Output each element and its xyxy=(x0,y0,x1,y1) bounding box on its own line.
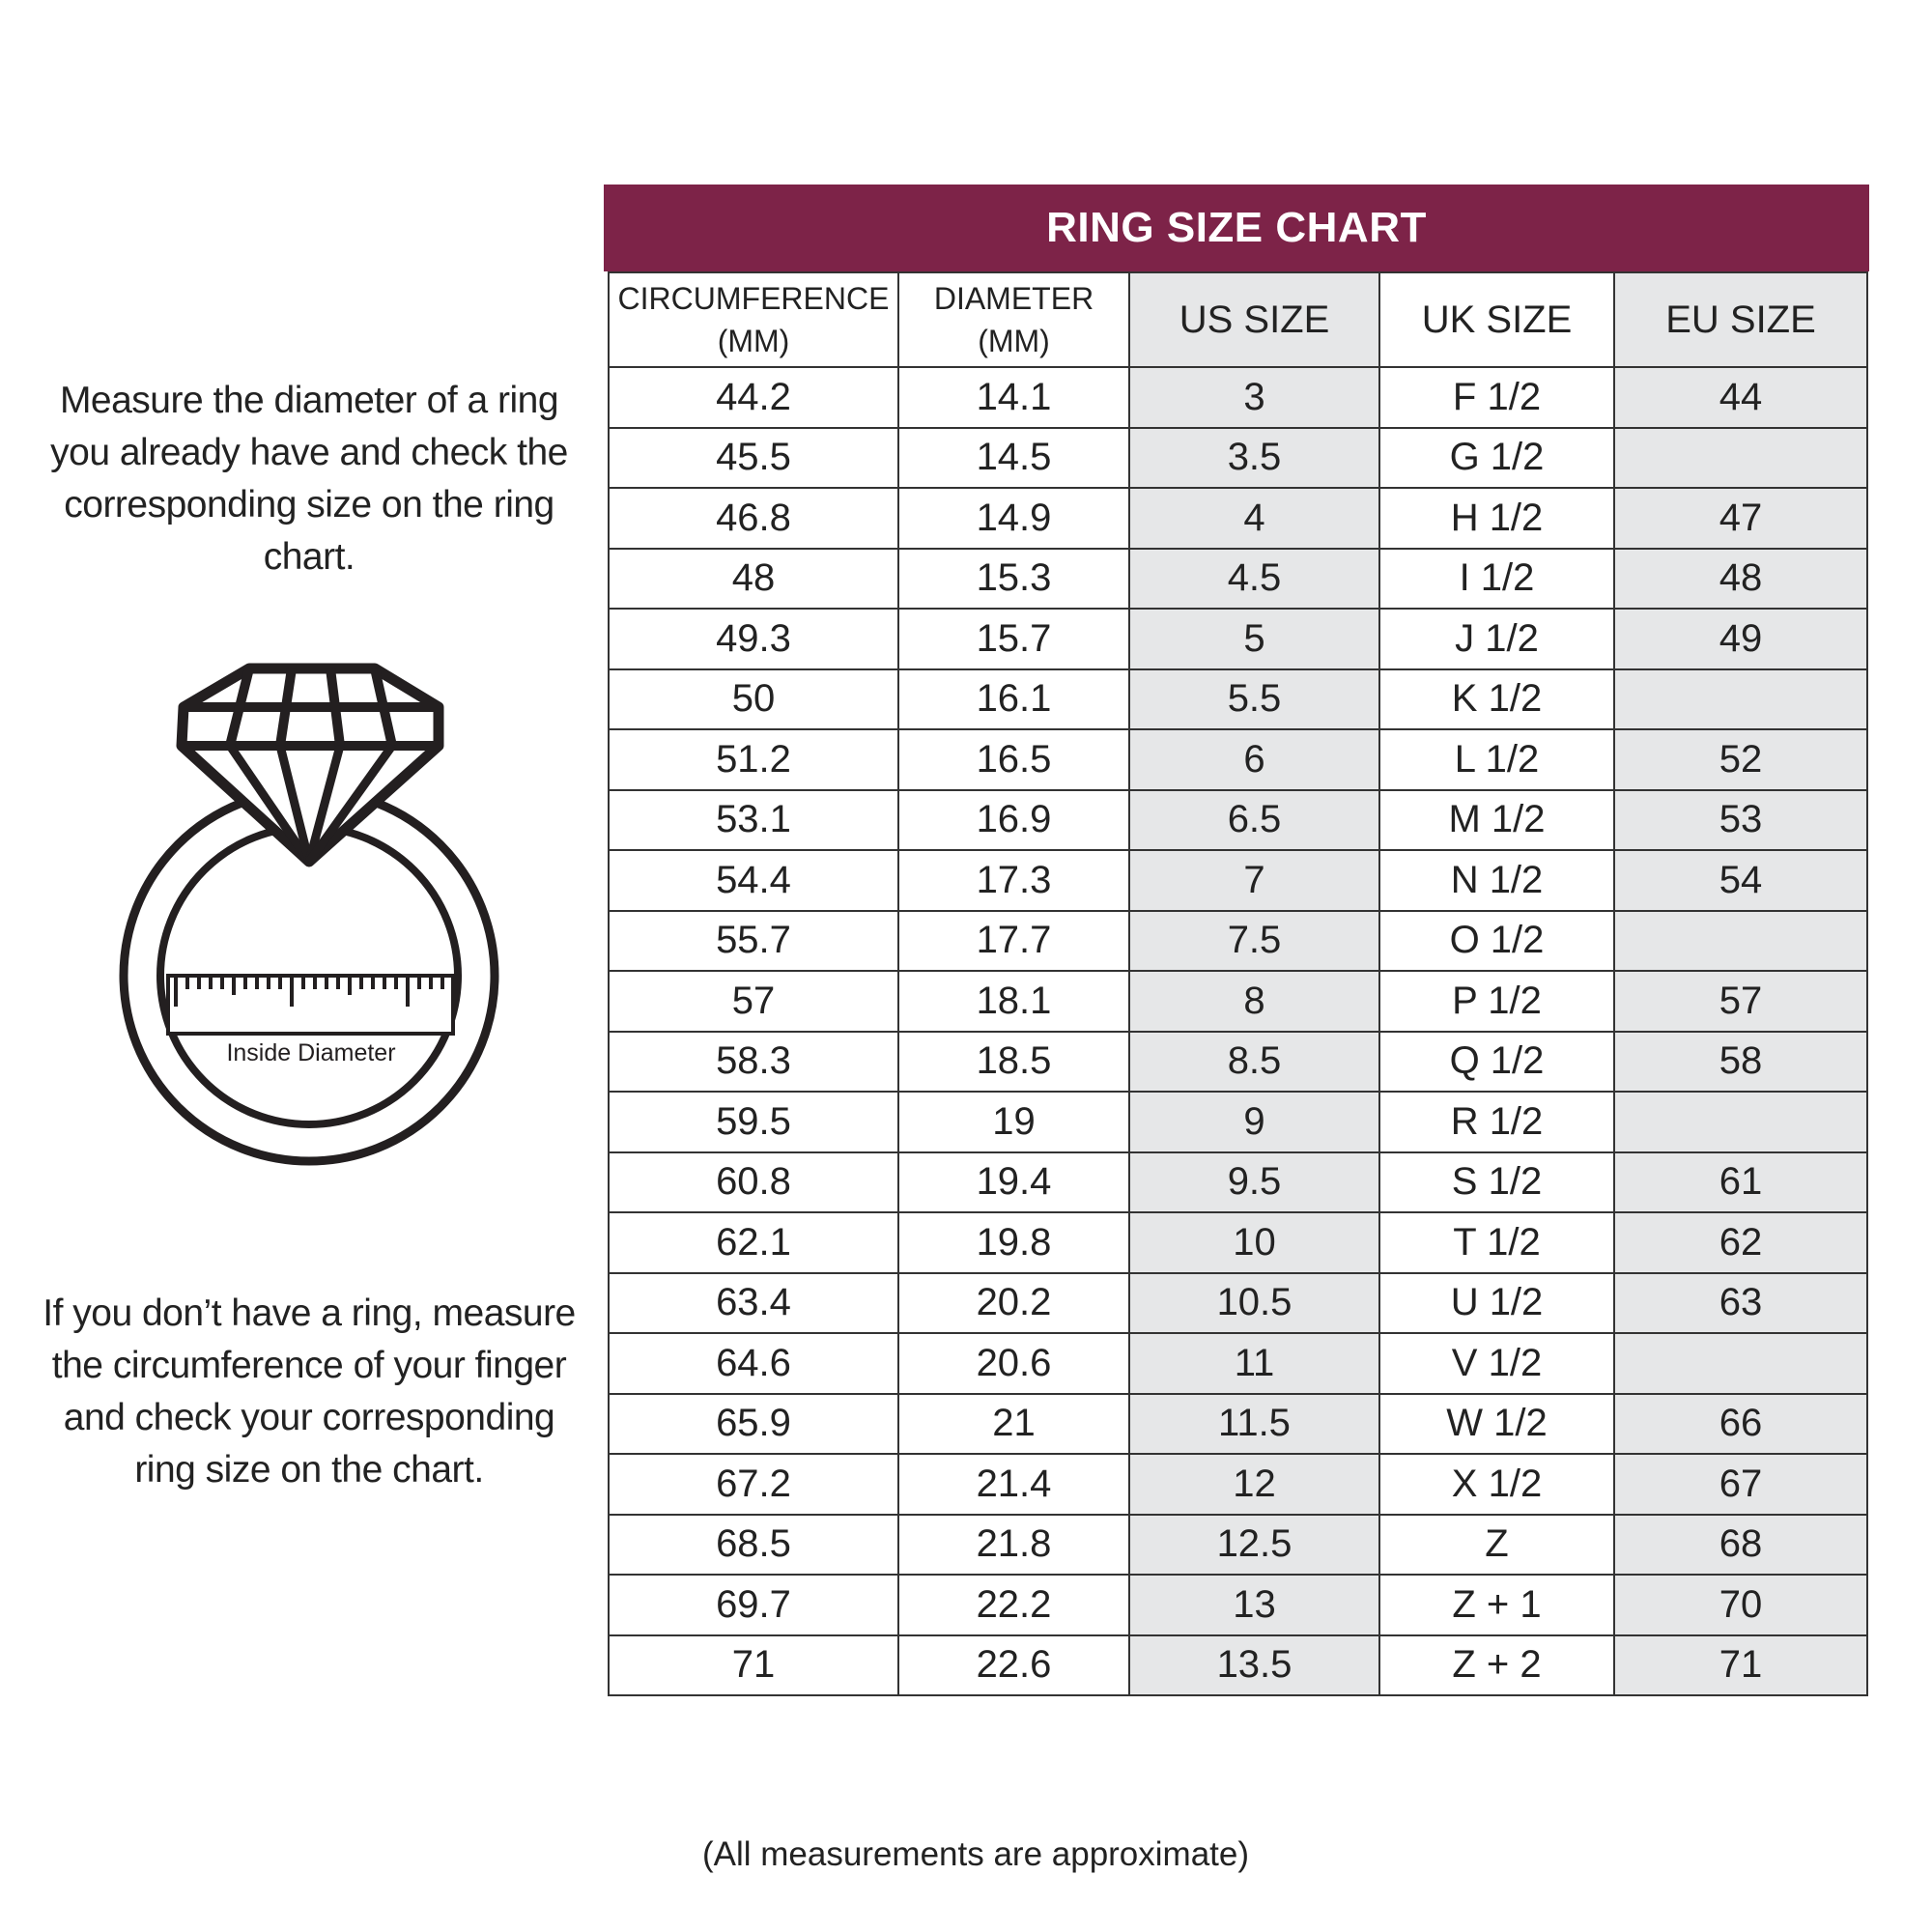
footnote: (All measurements are approximate) xyxy=(701,1835,1250,1873)
diameter-cell: 16.9 xyxy=(898,790,1129,851)
us-size-cell: 12.5 xyxy=(1129,1515,1379,1576)
column-header: DIAMETER (MM) xyxy=(898,272,1129,367)
eu-size-cell: 57 xyxy=(1614,971,1867,1032)
table-row xyxy=(609,971,1867,1032)
table-row xyxy=(609,1032,1867,1093)
diameter-cell: 15.7 xyxy=(898,609,1129,669)
us-size-cell: 7 xyxy=(1129,850,1379,911)
uk-size-cell: H 1/2 xyxy=(1379,488,1614,549)
uk-size-cell: Z + 1 xyxy=(1379,1575,1614,1635)
us-size-cell: 3 xyxy=(1129,367,1379,428)
uk-size-cell: M 1/2 xyxy=(1379,790,1614,851)
diameter-cell: 21.4 xyxy=(898,1454,1129,1515)
table-row xyxy=(609,1454,1867,1515)
diameter-cell: 22.6 xyxy=(898,1635,1129,1696)
diameter-cell: 16.5 xyxy=(898,729,1129,790)
table-row xyxy=(609,850,1867,911)
uk-size-cell: Q 1/2 xyxy=(1379,1032,1614,1093)
us-size-cell: 5 xyxy=(1129,609,1379,669)
table-row xyxy=(609,669,1867,730)
us-size-cell: 9.5 xyxy=(1129,1152,1379,1213)
table-row xyxy=(609,911,1867,972)
ring-size-table xyxy=(608,271,1868,1696)
table-row xyxy=(609,790,1867,851)
us-size-cell: 6.5 xyxy=(1129,790,1379,851)
us-size-cell: 5.5 xyxy=(1129,669,1379,730)
eu-size-cell xyxy=(1614,1092,1867,1152)
us-size-cell: 4.5 xyxy=(1129,549,1379,610)
eu-size-cell: 44 xyxy=(1614,367,1867,428)
circumference-cell: 49.3 xyxy=(609,609,898,669)
eu-size-cell xyxy=(1614,911,1867,972)
diamond-ring-icon xyxy=(106,657,522,1198)
us-size-cell: 8 xyxy=(1129,971,1379,1032)
table-row xyxy=(609,488,1867,549)
diameter-cell: 20.2 xyxy=(898,1273,1129,1334)
uk-size-cell: G 1/2 xyxy=(1379,428,1614,489)
table-row xyxy=(609,367,1867,428)
eu-size-cell: 58 xyxy=(1614,1032,1867,1093)
measure-finger-instructions: If you don’t have a ring, measure the circumference of your finger and check your corresponding ring size on the chart. xyxy=(43,1293,576,1491)
circumference-cell: 57 xyxy=(609,971,898,1032)
us-size-cell: 6 xyxy=(1129,729,1379,790)
column-header: EU SIZE xyxy=(1614,272,1867,367)
diameter-cell: 19 xyxy=(898,1092,1129,1152)
circumference-cell: 65.9 xyxy=(609,1394,898,1455)
eu-size-cell: 52 xyxy=(1614,729,1867,790)
diameter-cell: 20.6 xyxy=(898,1333,1129,1394)
column-header: US SIZE xyxy=(1129,272,1379,367)
table-row xyxy=(609,549,1867,610)
eu-size-cell: 71 xyxy=(1614,1635,1867,1696)
eu-size-cell: 70 xyxy=(1614,1575,1867,1635)
table-row xyxy=(609,1575,1867,1635)
eu-size-cell xyxy=(1614,1333,1867,1394)
circumference-cell: 60.8 xyxy=(609,1152,898,1213)
uk-size-cell: Z xyxy=(1379,1515,1614,1576)
uk-size-cell: R 1/2 xyxy=(1379,1092,1614,1152)
table-row xyxy=(609,609,1867,669)
diameter-cell: 15.3 xyxy=(898,549,1129,610)
table-row xyxy=(609,1092,1867,1152)
us-size-cell: 4 xyxy=(1129,488,1379,549)
circumference-cell: 53.1 xyxy=(609,790,898,851)
diameter-cell: 19.4 xyxy=(898,1152,1129,1213)
table-body xyxy=(609,367,1867,1695)
diameter-cell: 19.8 xyxy=(898,1212,1129,1273)
circumference-cell: 54.4 xyxy=(609,850,898,911)
column-header: CIRCUMFERENCE (MM) xyxy=(609,272,898,367)
diameter-cell: 17.3 xyxy=(898,850,1129,911)
circumference-cell: 55.7 xyxy=(609,911,898,972)
table-row xyxy=(609,1212,1867,1273)
table-row xyxy=(609,1394,1867,1455)
diameter-cell: 21.8 xyxy=(898,1515,1129,1576)
us-size-cell: 10 xyxy=(1129,1212,1379,1273)
uk-size-cell: I 1/2 xyxy=(1379,549,1614,610)
us-size-cell: 7.5 xyxy=(1129,911,1379,972)
uk-size-cell: P 1/2 xyxy=(1379,971,1614,1032)
uk-size-cell: S 1/2 xyxy=(1379,1152,1614,1213)
diameter-cell: 16.1 xyxy=(898,669,1129,730)
diameter-cell: 14.1 xyxy=(898,367,1129,428)
eu-size-cell: 68 xyxy=(1614,1515,1867,1576)
table-row xyxy=(609,1273,1867,1334)
eu-size-cell: 54 xyxy=(1614,850,1867,911)
measure-ring-instructions: Measure the diameter of a ring you already have and check the corresponding size on the ring chart. xyxy=(50,380,568,578)
us-size-cell: 12 xyxy=(1129,1454,1379,1515)
us-size-cell: 10.5 xyxy=(1129,1273,1379,1334)
eu-size-cell: 66 xyxy=(1614,1394,1867,1455)
us-size-cell: 11 xyxy=(1129,1333,1379,1394)
table-row xyxy=(609,729,1867,790)
circumference-cell: 59.5 xyxy=(609,1092,898,1152)
diameter-cell: 14.9 xyxy=(898,488,1129,549)
circumference-cell: 67.2 xyxy=(609,1454,898,1515)
eu-size-cell: 63 xyxy=(1614,1273,1867,1334)
eu-size-cell xyxy=(1614,428,1867,489)
us-size-cell: 9 xyxy=(1129,1092,1379,1152)
column-header: UK SIZE xyxy=(1379,272,1614,367)
uk-size-cell: J 1/2 xyxy=(1379,609,1614,669)
eu-size-cell: 53 xyxy=(1614,790,1867,851)
uk-size-cell: N 1/2 xyxy=(1379,850,1614,911)
circumference-cell: 68.5 xyxy=(609,1515,898,1576)
circumference-cell: 45.5 xyxy=(609,428,898,489)
us-size-cell: 13.5 xyxy=(1129,1635,1379,1696)
uk-size-cell: T 1/2 xyxy=(1379,1212,1614,1273)
eu-size-cell: 67 xyxy=(1614,1454,1867,1515)
us-size-cell: 13 xyxy=(1129,1575,1379,1635)
us-size-cell: 8.5 xyxy=(1129,1032,1379,1093)
circumference-cell: 51.2 xyxy=(609,729,898,790)
circumference-cell: 71 xyxy=(609,1635,898,1696)
us-size-cell: 11.5 xyxy=(1129,1394,1379,1455)
eu-size-cell: 49 xyxy=(1614,609,1867,669)
circumference-cell: 46.8 xyxy=(609,488,898,549)
uk-size-cell: U 1/2 xyxy=(1379,1273,1614,1334)
eu-size-cell: 62 xyxy=(1614,1212,1867,1273)
eu-size-cell: 61 xyxy=(1614,1152,1867,1213)
uk-size-cell: L 1/2 xyxy=(1379,729,1614,790)
diameter-cell: 22.2 xyxy=(898,1575,1129,1635)
circumference-cell: 62.1 xyxy=(609,1212,898,1273)
uk-size-cell: X 1/2 xyxy=(1379,1454,1614,1515)
inside-diameter-label: Inside Diameter xyxy=(226,1039,396,1066)
circumference-cell: 50 xyxy=(609,669,898,730)
table-header-row xyxy=(609,272,1867,367)
table-row xyxy=(609,1635,1867,1696)
uk-size-cell: Z + 2 xyxy=(1379,1635,1614,1696)
uk-size-cell: O 1/2 xyxy=(1379,911,1614,972)
us-size-cell: 3.5 xyxy=(1129,428,1379,489)
uk-size-cell: K 1/2 xyxy=(1379,669,1614,730)
circumference-cell: 58.3 xyxy=(609,1032,898,1093)
circumference-cell: 64.6 xyxy=(609,1333,898,1394)
diameter-cell: 18.5 xyxy=(898,1032,1129,1093)
table-row xyxy=(609,1152,1867,1213)
diameter-cell: 21 xyxy=(898,1394,1129,1455)
uk-size-cell: V 1/2 xyxy=(1379,1333,1614,1394)
table-row xyxy=(609,1515,1867,1576)
uk-size-cell: W 1/2 xyxy=(1379,1394,1614,1455)
diameter-cell: 18.1 xyxy=(898,971,1129,1032)
table-row xyxy=(609,428,1867,489)
diameter-cell: 17.7 xyxy=(898,911,1129,972)
eu-size-cell: 48 xyxy=(1614,549,1867,610)
uk-size-cell: F 1/2 xyxy=(1379,367,1614,428)
diameter-cell: 14.5 xyxy=(898,428,1129,489)
circumference-cell: 69.7 xyxy=(609,1575,898,1635)
eu-size-cell: 47 xyxy=(1614,488,1867,549)
circumference-cell: 63.4 xyxy=(609,1273,898,1334)
circumference-cell: 48 xyxy=(609,549,898,610)
chart-title: RING SIZE CHART xyxy=(604,185,1869,271)
circumference-cell: 44.2 xyxy=(609,367,898,428)
table-row xyxy=(609,1333,1867,1394)
eu-size-cell xyxy=(1614,669,1867,730)
